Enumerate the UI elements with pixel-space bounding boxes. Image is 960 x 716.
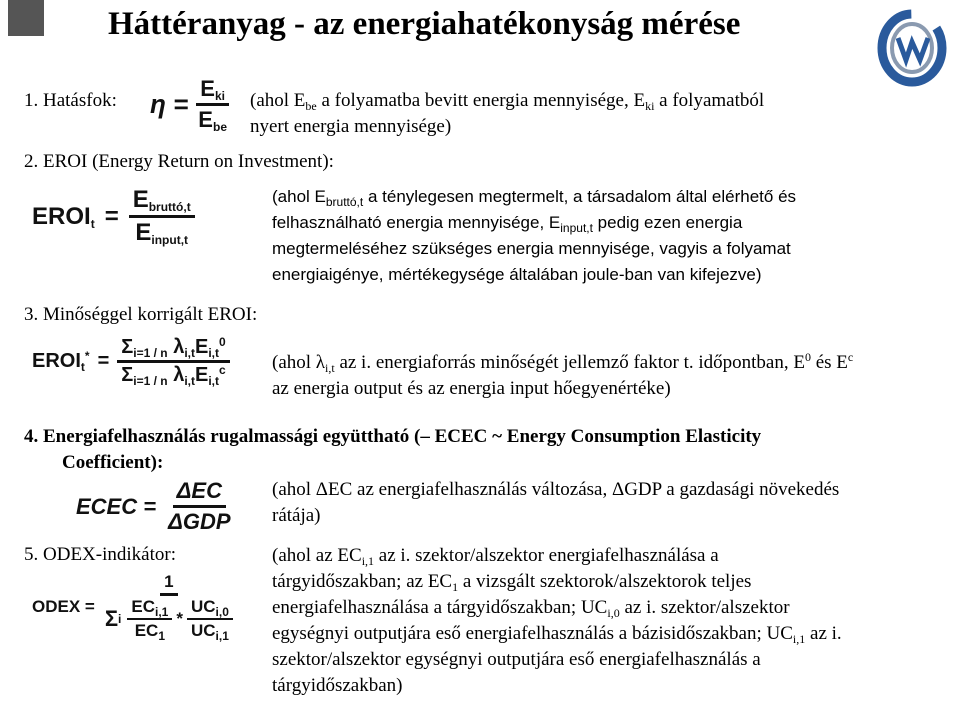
section-3-label: 3. Minőséggel korrigált EROI: [24,304,258,325]
ecec-formula [76,478,235,535]
desc-line-1: (ahol az $EC_{i,1}$ az i. szektor/alszektor energiafelhasználása a [272,545,719,568]
formula-inner-fraction-1: $\frac{EC_{i,1}}{EC_1}$ [127,597,172,641]
formula-denominator: E [198,107,213,132]
formula-lhs: ODEX = [32,596,95,616]
formula-numerator-sub: ki [214,89,225,103]
formula-lhs: ECEC = [76,493,157,519]
section-1-description-line-1: (ahol $E_{be}$ a folyamatba bevitt energia mennyisége, $E_{ki}$ a folyamatból [250,90,765,113]
formula-lhs: $EROI_t^*$ [32,349,90,374]
desc-line-2: tárgyidőszakban; az $EC_1$ a vizsgált szektorok/alszektorok teljes [272,571,752,594]
section-2-description [272,184,796,288]
section-1-label: 1. Hatásfok: [24,90,117,111]
formula-outer-fraction: 1 Σ i $\frac{EC_{i,1}}{EC_1}$ * $\frac{UC_{i,0}}{UC_{i,1}}$ [101,572,237,641]
desc-line-5: szektor/alszektor egységnyi outputjára eső energiafelhasználás a [272,649,761,670]
formula-numerator: 1 [160,572,177,596]
section-5-description [272,543,842,699]
desc-line-2: felhasználható energia mennyisége, $E_{input,t}$ pedig ezen energia [272,213,743,235]
formula-fraction [164,478,234,535]
desc-line-4: egységnyi outputjára eső energiafelhasználás a bázisidőszakban; $UC_{i,1}$ az i. [272,623,842,646]
formula-denominator-sub: be [212,120,227,134]
page-title: Háttéranyag - az energiahatékonyság mérése [108,6,741,42]
formula-equals: = [104,202,119,230]
corner-decoration [8,0,44,36]
desc-line-1: (ahol $\lambda_{i,t}$ az i. energiaforrás minőségét jellemző faktor t. időpontban, $E^0$ és $E^c$ [272,350,854,375]
efficiency-formula [150,76,231,133]
formula-fraction: $\frac{E_{bruttó,t}}{E_{input,t}}$ [129,186,195,247]
section-4-description [272,477,839,529]
desc-line-2: rátája) [272,505,321,526]
desc-line-6: tárgyidőszakban) [272,675,403,696]
section-1-description-line-2: nyert energia mennyisége) [250,116,452,137]
desc-line-1: (ahol $E_{bruttó,t}$ a ténylegesen megtermelt, a társadalom által elérhető és [272,187,797,209]
formula-fraction [194,76,231,133]
institution-logo [872,2,952,94]
desc-line-3: energiafelhasználása a tárgyidőszakban; $UC_{i,0}$ az i. szektor/alszektor [272,597,790,620]
eroi-formula [32,186,195,247]
section-2-label: 2. EROI (Energy Return on Investment): [24,151,334,172]
section-5-label: 5. ODEX-indikátor: [24,544,176,565]
formula-lhs: $EROI_t$ [32,202,95,231]
formula-fraction: $\frac{\Sigma_{i=1 / n} \lambda_{i,t}E_{i,t}^0}{\Sigma_{i=1 / n} \lambda_{i,t}E_{i,t}^c}$ [117,336,229,387]
formula-numerator: E [200,76,215,101]
desc-line-4: energiaigénye, mértékegysége általában joule-ban van kifejezve) [272,265,762,284]
section-4-label-line-1: 4. Energiafelhasználás rugalmassági együttható (– ECEC ~ Energy Consumption Elasticity [24,426,762,447]
section-4-label-line-2: Coefficient): [62,452,164,473]
quality-eroi-formula [32,336,230,387]
formula-numerator: ΔEC [173,478,226,508]
section-3-description [272,350,853,402]
desc-line-2: az energia output és az energia input hőegyenértéke) [272,378,671,399]
desc-line-3: megtermeléséhez szükséges energia mennyisége, vagyis a folyamat [272,239,791,258]
formula-inner-fraction-2: $\frac{UC_{i,0}}{UC_{i,1}}$ [187,597,233,641]
odex-formula [32,572,237,641]
formula-denominator: ΔGDP [168,509,231,534]
desc-line-1: (ahol ΔEC az energiafelhasználás változása, ΔGDP a gazdasági növekedés [272,479,840,500]
formula-sum: Σ [104,606,119,631]
formula-times: * [176,609,183,628]
formula-lhs: η = [150,89,189,119]
formula-equals: = [97,350,110,372]
